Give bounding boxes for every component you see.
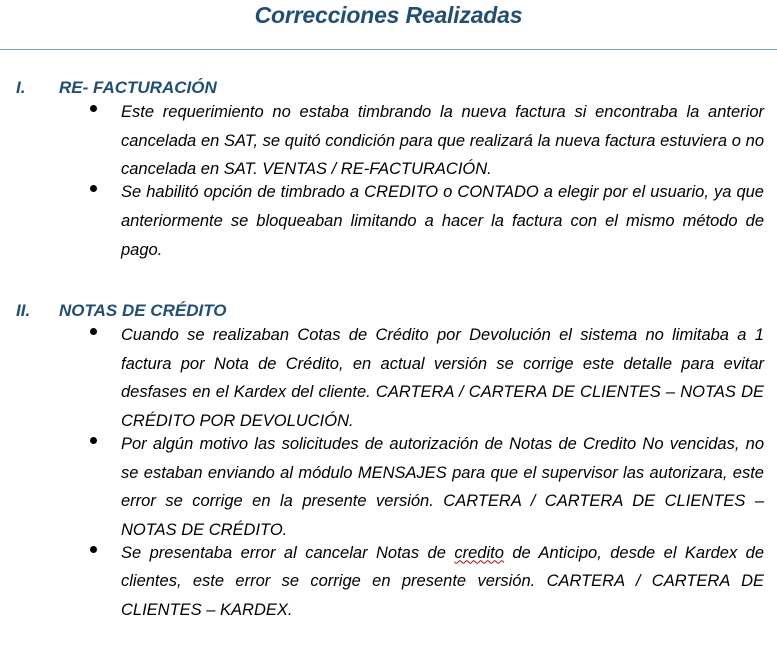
section-refacturacion: [0, 78, 777, 264]
section-numeral: I.: [16, 78, 26, 97]
list-item-text: Este requerimiento no estaba timbrando la nueva factura si encontraba la anterior cancelada en SAT, se quitó condición para que realizará la nueva factura estuviera o no cancelada en SAT. VENTAS / RE-FACTURACIÓN.: [121, 103, 764, 179]
list-item: [0, 321, 777, 436]
bullet-list: [0, 98, 777, 264]
list-item: [0, 539, 777, 625]
section-title: NOTAS DE CRÉDITO: [59, 301, 227, 320]
list-item: [0, 178, 777, 264]
section-title: RE- FACTURACIÓN: [59, 78, 217, 97]
list-item-text: [121, 539, 764, 625]
bullet-icon: [90, 185, 97, 192]
list-item-text: Cuando se realizaban Cotas de Crédito por Devolución el sistema no limitaba a 1 factura por Nota de Crédito, en actual versión se corrige este detalle para evitar desfases en el Kardex del cliente. CARTERA / CARTERA DE CLIENTES – NOTAS DE CRÉDITO POR DEVOLUCIÓN.: [121, 326, 764, 431]
list-item: [0, 430, 777, 545]
list-item-text: Se habilitó opción de timbrado a CREDITO o CONTADO a elegir por el usuario, ya que anteriormente se bloqueaban limitando a hacer la factura con el mismo método de pago.: [121, 183, 764, 259]
bullet-icon: [90, 328, 97, 335]
list-item-text-part: Se presentaba error al cancelar Notas de: [121, 543, 455, 562]
bullet-icon: [90, 546, 97, 553]
spellcheck-flagged-word: credito: [454, 543, 504, 562]
title-divider: [0, 49, 777, 50]
section-notas-de-credito: [0, 301, 777, 625]
list-item-text-part: de Anticipo, desde el Kardex de clientes, este error se corrige en presente versión. CARTERA / CARTERA DE CLIENTES – KARDEX.: [121, 543, 765, 620]
bullet-icon: [90, 105, 97, 112]
bullet-icon: [90, 437, 97, 444]
bullet-list: [0, 321, 777, 625]
list-item-text: Por algún motivo las solicitudes de autorización de Notas de Credito No vencidas, no se estaban enviando al módulo MENSAJES para que el supervisor las autorizara, este error se corrige en la presente versión. CARTERA / CARTERA DE CLIENTES – NOTAS DE CRÉDITO.: [121, 434, 764, 539]
list-item: [0, 98, 777, 184]
section-numeral: II.: [16, 301, 31, 320]
page-title: Correcciones Realizadas: [254, 2, 523, 28]
